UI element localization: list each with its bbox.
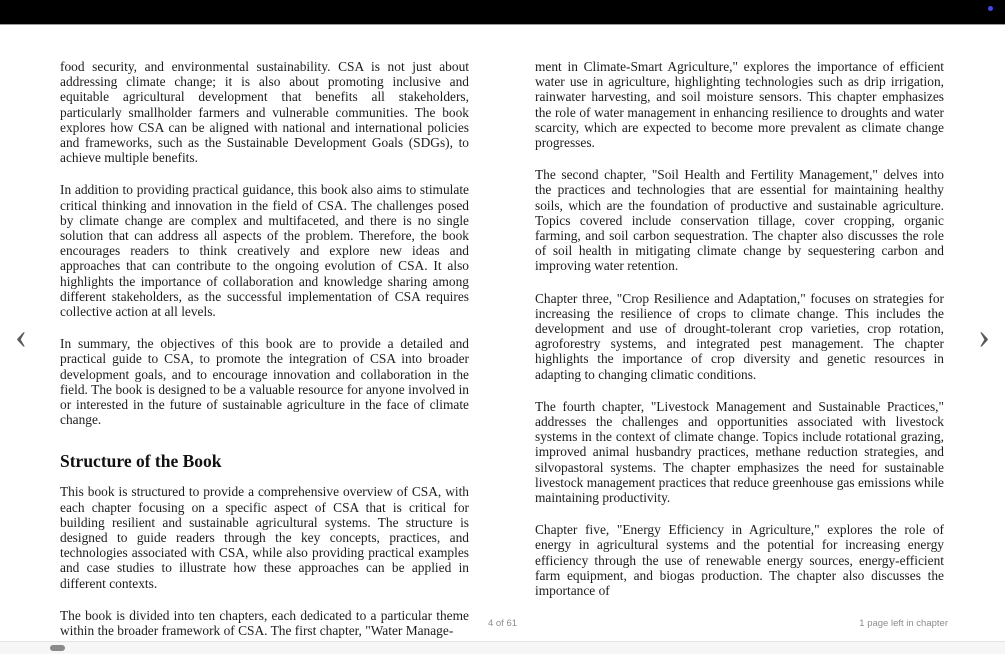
top-bar (0, 0, 1005, 25)
notification-dot-icon (988, 6, 993, 11)
pages-left-label: 1 page left in chapter (859, 618, 948, 629)
paragraph: The fourth chapter, "Livestock Management and Sustainable Practices," addresses the challenges and opportunities associated with livestock systems in the context of climate change. Topics include rotational grazing, improved animal husbandry practices, methane reduction strategies, and silvopastoral systems. The chapter emphasizes the need for sustainable livestock management practices that reduce greenhouse gas emissions while maintaining productivity. (535, 398, 944, 506)
paragraph: Chapter five, "Energy Efficiency in Agriculture," explores the role of energy in agricultural systems and the potential for increasing energy efficiency through the use of renewable energy sources, energy-efficient farm equipment, and biogas production. The chapter also discusses the importance of (535, 522, 944, 599)
paragraph: The book is divided into ten chapters, each dedicated to a particular theme within the broader framework of CSA. The first chapter, "Water Manage- (60, 607, 469, 639)
chevron-right-icon: › (977, 316, 991, 357)
paragraph: This book is structured to provide a comprehensive overview of CSA, with each chapter focusing on a specific aspect of CSA that is critical for building resilient and sustainable agricultural systems. The structure is designed to guide readers through the key concepts, practices, and technologies associated with CSA, while also providing practical examples and case studies to illustrate how these approaches can be applied in different contexts. (60, 484, 469, 591)
book-page (0, 26, 1005, 640)
section-heading: Structure of the Book (60, 451, 222, 472)
paragraph: In summary, the objectives of this book are to provide a detailed and practical guide to CSA, to promote the integration of CSA into broader development goals, and to encourage innovation and collaboration in the field. The book is designed to be a valuable resource for anyone involved in or interested in the future of sustainable agriculture in the face of climate change. (60, 336, 469, 428)
paragraph: ment in Climate-Smart Agriculture," explores the importance of efficient water use in agriculture, highlighting technologies such as drip irrigation, rainwater harvesting, and soil moisture sensors. This chapter emphasizes the role of water management in enhancing resilience to droughts and water scarcity, which are expected to become more prevalent as climate change progresses. (535, 59, 944, 151)
next-page-button[interactable] (967, 312, 1001, 362)
page-column-right (535, 59, 944, 640)
page-columns (0, 26, 1005, 640)
page-column-left (60, 59, 469, 640)
chevron-left-icon: ‹ (14, 316, 28, 357)
reading-progress-footer (0, 618, 1005, 632)
page-position-label: 4 of 61 (487, 618, 518, 629)
paragraph: Chapter three, "Crop Resilience and Adaptation," focuses on strategies for increasing the resilience of crops to climate change. This includes the development and use of drought-tolerant crop varieties, crop rotation, agroforestry systems, and integrated pest management. The chapter highlights the importance of crop diversity and genetic resources in adapting to changing climatic conditions. (535, 290, 944, 382)
paragraph: The second chapter, "Soil Health and Fertility Management," delves into the practices and technologies that are essential for maintaining healthy soils, which are the foundation of productive and sustainable agriculture. Topics covered include conservation tillage, cover cropping, organic farming, and soil carbon sequestration. The chapter also discusses the role of soil health in mitigating climate change by sequestering carbon and improving water retention. (535, 167, 944, 274)
paragraph: In addition to providing practical guidance, this book also aims to stimulate critical thinking and innovation in the field of CSA. The challenges posed by climate change are complex and multifaceted, and there is no single solution that can address all aspects of the problem. Therefore, the book encourages readers to think creatively and explore new ideas and approaches that can contribute to the ongoing evolution of CSA. It also highlights the importance of collaboration and knowledge sharing among different stakeholders, as the successful implementation of CSA requires collective action at all levels. (60, 182, 469, 320)
paragraph: food security, and environmental sustainability. CSA is not just about addressing climate change; it is also about promoting inclusive and equitable agricultural development that benefits all stakeholders, particularly smallholder farmers and vulnerable communities. The book explores how CSA can be aligned with national and international policies and frameworks, such as the Sustainable Development Goals (SDGs), to achieve multiple benefits. (60, 59, 469, 166)
progress-scrubber-bar[interactable] (0, 641, 1005, 654)
previous-page-button[interactable] (4, 312, 38, 362)
progress-scrubber-thumb[interactable] (50, 645, 65, 651)
